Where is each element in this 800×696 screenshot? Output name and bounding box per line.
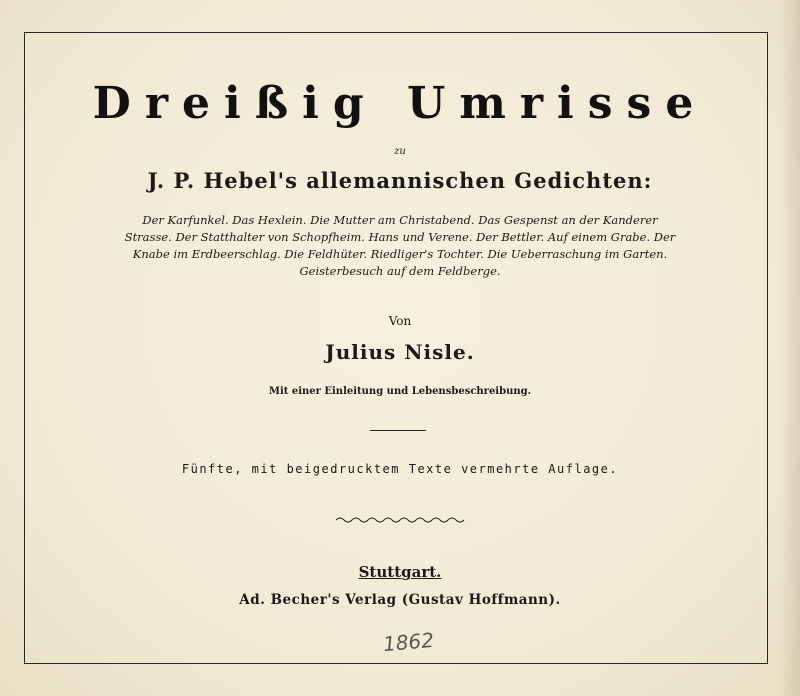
by-line: Von bbox=[388, 314, 412, 328]
author-name: Julius Nisle. bbox=[325, 340, 475, 364]
publisher-line: Ad. Becher's Verlag (Gustav Hoffmann). bbox=[239, 592, 561, 608]
handwritten-year: 1862 bbox=[382, 627, 435, 657]
introduction-note: Mit einer Einleitung und Lebensbeschreibung. bbox=[268, 386, 532, 397]
title-connector: zu bbox=[394, 146, 406, 157]
wavy-divider bbox=[336, 515, 466, 525]
book-subtitle: J. P. Hebel's allemannischen Gedichten: bbox=[147, 168, 653, 193]
divider-rule bbox=[370, 430, 426, 431]
book-title: Dreißig Umrisse bbox=[92, 78, 708, 129]
edition-statement: Fünfte, mit beigedrucktem Texte vermehrte Auflage. bbox=[181, 462, 619, 476]
publication-city: Stuttgart. bbox=[358, 563, 442, 581]
contents-list: Der Karfunkel. Das Hexlein. Die Mutter am Christabend. Das Gespenst an der Kanderer Strasse. Der Statthalter von Schopfheim. Hans und Verene. Der Bettler. Auf einem Grabe. Der Knabe im Erdbeerschlag. Die Feldhüter. Riedliger's Tochter. Die Ueberraschung im Garten. Geisterbesuch auf dem Feldberge. bbox=[124, 213, 676, 278]
